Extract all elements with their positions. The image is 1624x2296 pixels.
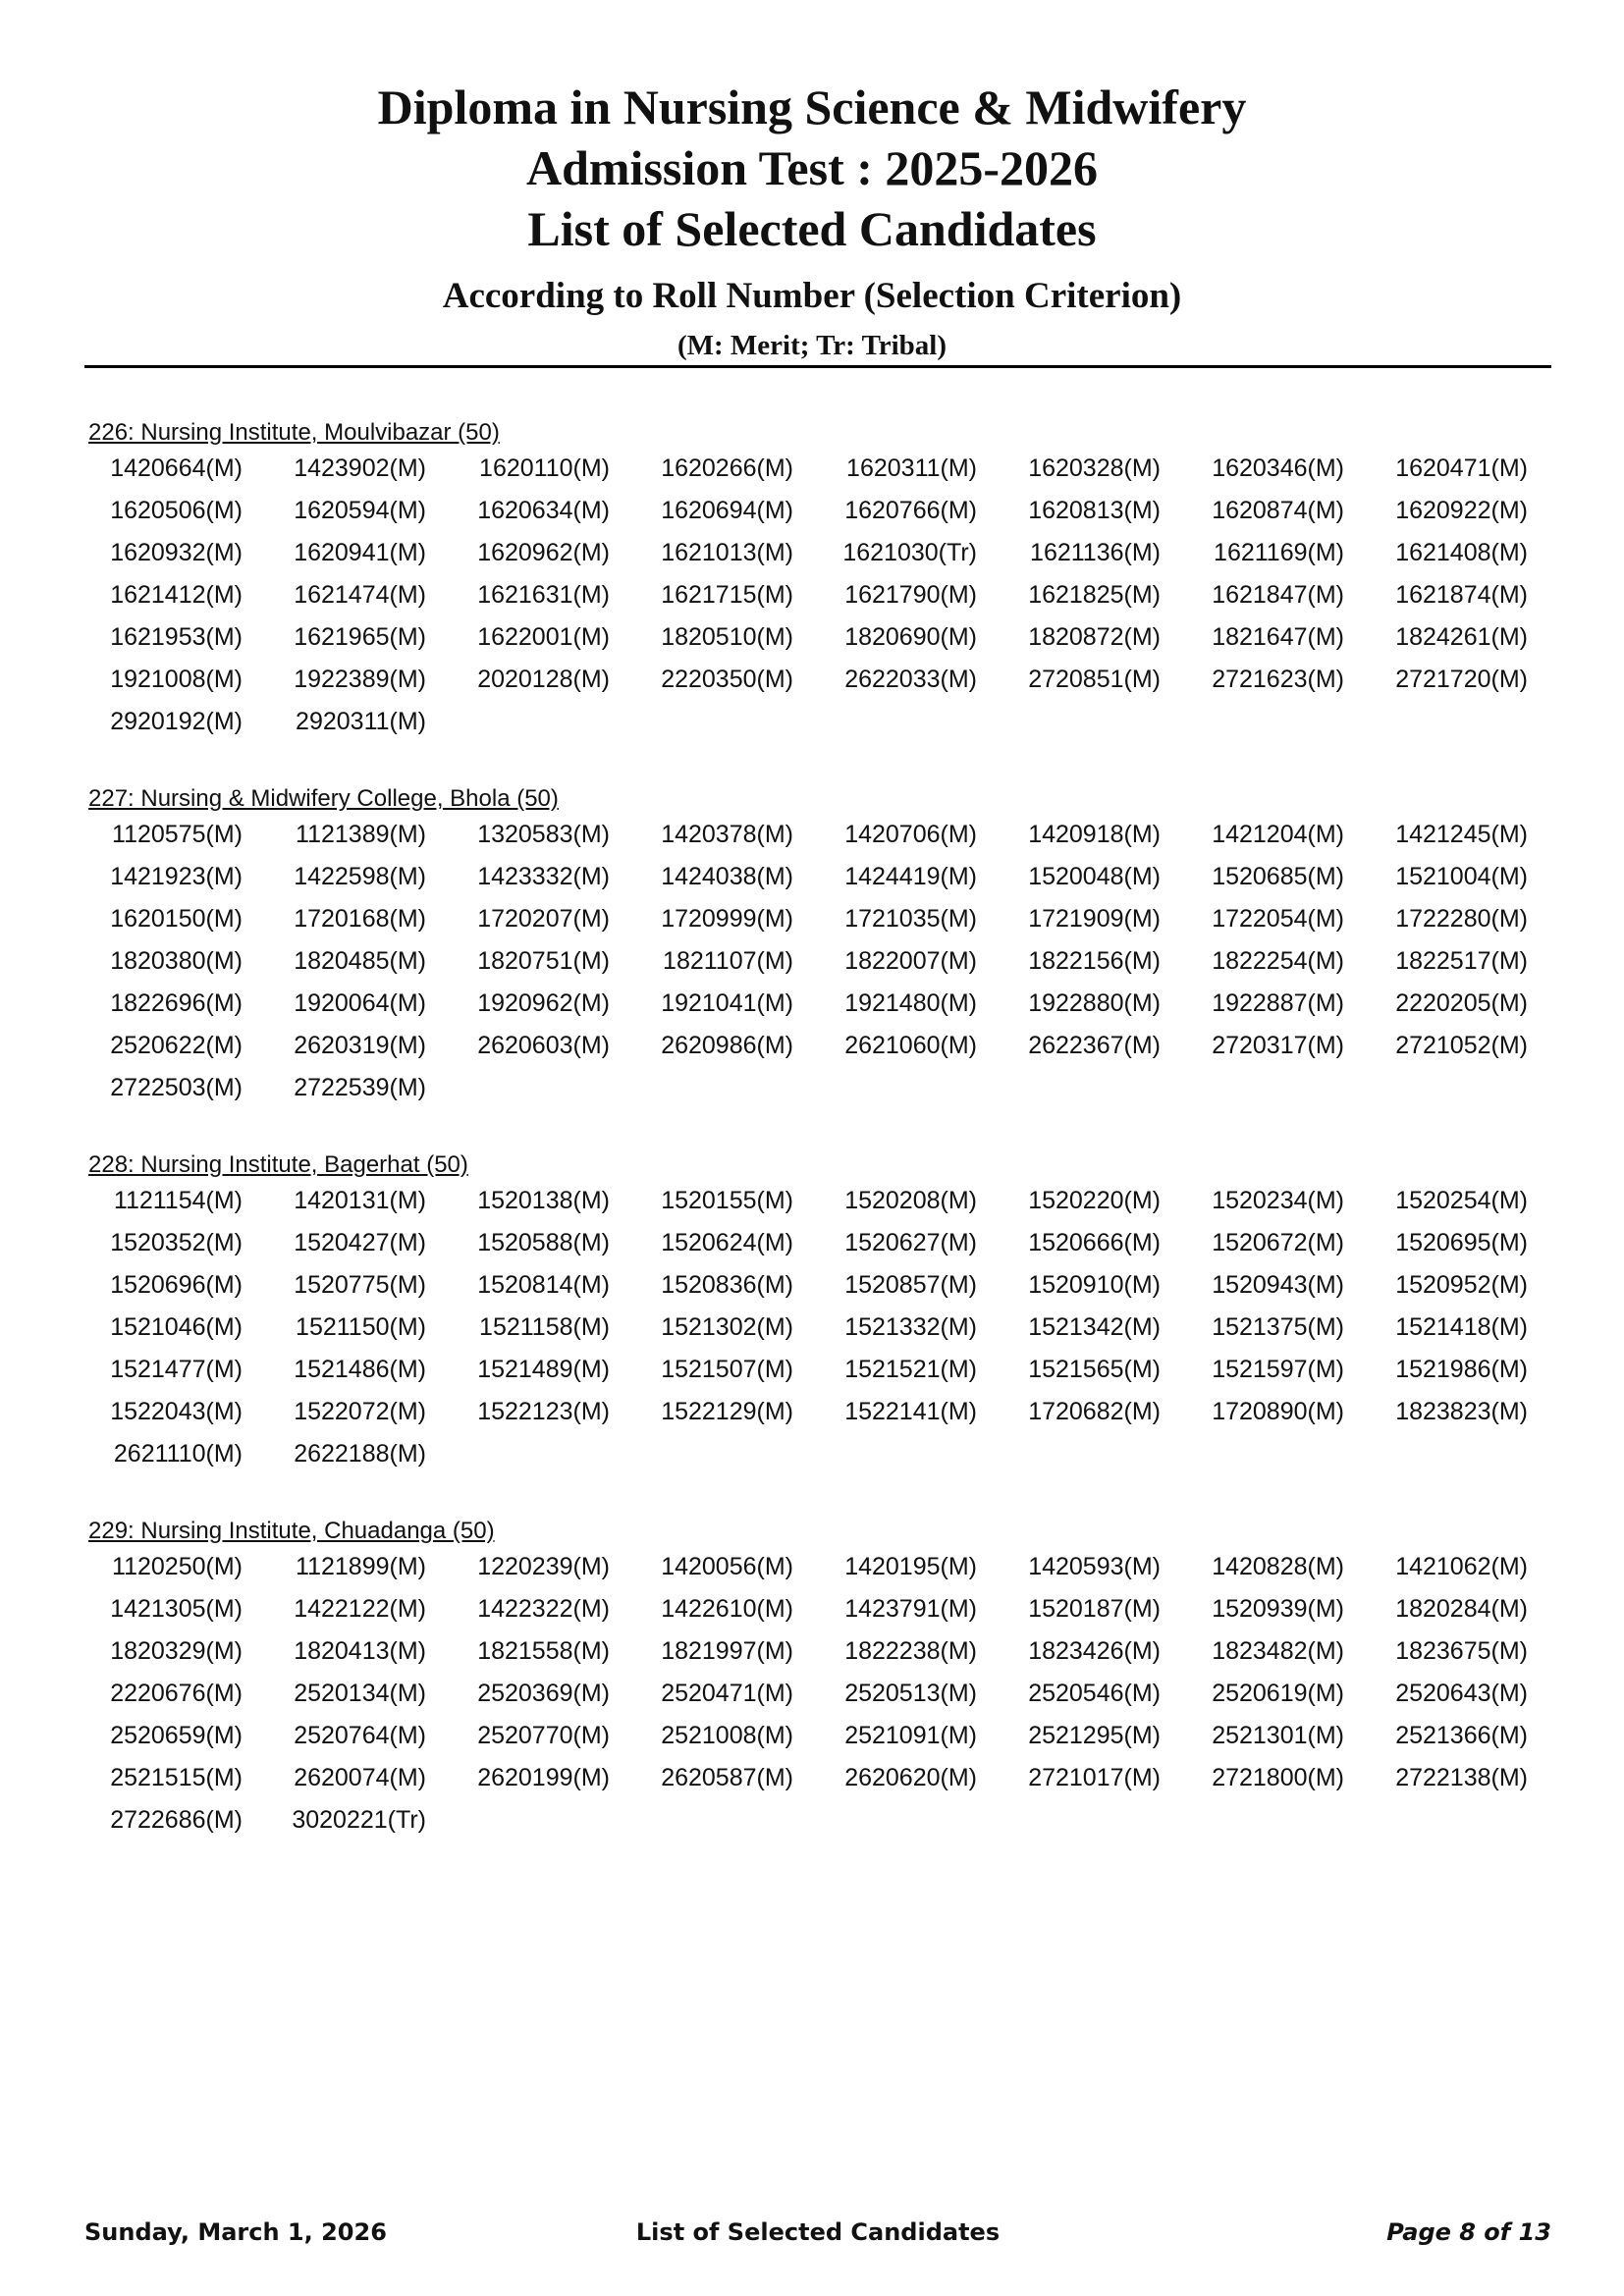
candidate-grid xyxy=(86,1180,1559,1475)
candidate-roll: 1821997(M) xyxy=(661,1637,793,1665)
candidate-roll: 1520695(M) xyxy=(1395,1229,1528,1256)
candidate-roll: 1620110(M) xyxy=(479,454,610,482)
candidate-roll: 2620074(M) xyxy=(294,1764,426,1791)
candidate-roll: 1520939(M) xyxy=(1212,1595,1344,1623)
candidate-roll: 1620766(M) xyxy=(844,497,977,524)
candidate-roll: 1521507(M) xyxy=(661,1356,793,1383)
candidate-roll: 1620634(M) xyxy=(477,497,610,524)
candidate-roll: 1522141(M) xyxy=(844,1398,977,1425)
candidate-roll: 1620941(M) xyxy=(294,539,426,566)
candidate-roll: 1521986(M) xyxy=(1395,1356,1528,1383)
candidate-roll: 1921480(M) xyxy=(844,989,977,1017)
candidate-roll: 1620694(M) xyxy=(661,497,793,524)
candidate-roll: 1422122(M) xyxy=(294,1595,426,1623)
candidate-roll: 1721909(M) xyxy=(1028,905,1161,933)
candidate-roll: 1621790(M) xyxy=(844,581,977,609)
candidate-roll: 1722280(M) xyxy=(1395,905,1528,933)
candidate-roll: 1521597(M) xyxy=(1212,1356,1344,1383)
candidate-roll: 2920192(M) xyxy=(110,708,243,735)
candidate-roll: 2622367(M) xyxy=(1028,1032,1161,1059)
document-header xyxy=(0,77,1624,365)
candidate-grid xyxy=(86,814,1559,1109)
candidate-roll: 1521004(M) xyxy=(1395,863,1528,890)
institution-section xyxy=(86,784,1559,1109)
candidate-roll: 1621136(M) xyxy=(1030,539,1161,566)
candidate-roll: 2622033(M) xyxy=(844,666,977,693)
candidate-roll: 1823482(M) xyxy=(1212,1637,1344,1665)
candidate-roll: 2520471(M) xyxy=(661,1680,793,1707)
candidate-roll: 1620922(M) xyxy=(1395,497,1528,524)
candidate-roll: 1520220(M) xyxy=(1028,1187,1161,1214)
candidate-roll: 1521342(M) xyxy=(1028,1313,1161,1341)
candidate-roll: 1520836(M) xyxy=(661,1271,793,1299)
candidate-roll: 1820751(M) xyxy=(477,947,610,975)
candidate-grid xyxy=(86,448,1559,743)
document-title-line-3: List of Selected Candidates xyxy=(527,201,1097,256)
candidate-roll: 1521046(M) xyxy=(110,1313,243,1341)
candidate-roll: 2020128(M) xyxy=(477,666,610,693)
candidate-roll: 1520814(M) xyxy=(477,1271,610,1299)
candidate-roll: 1520155(M) xyxy=(661,1187,793,1214)
candidate-roll: 1521302(M) xyxy=(661,1313,793,1341)
candidate-roll: 1120250(M) xyxy=(112,1553,243,1580)
candidate-roll: 2620199(M) xyxy=(477,1764,610,1791)
candidate-roll: 1420664(M) xyxy=(110,454,243,482)
candidate-roll: 1420378(M) xyxy=(661,821,793,848)
candidate-roll: 1621965(M) xyxy=(294,623,426,651)
institution-title: 229: Nursing Institute, Chuadanga (50) xyxy=(88,1518,495,1544)
candidate-roll: 1622001(M) xyxy=(477,623,610,651)
candidate-roll: 2722686(M) xyxy=(110,1806,243,1834)
candidate-roll: 1520696(M) xyxy=(110,1271,243,1299)
candidate-roll: 2620319(M) xyxy=(294,1032,426,1059)
candidate-roll: 1424038(M) xyxy=(661,863,793,890)
institution-section xyxy=(86,1150,1559,1475)
candidate-roll: 1821558(M) xyxy=(477,1637,610,1665)
institution-section xyxy=(86,1517,1559,1842)
candidate-roll: 1121899(M) xyxy=(296,1553,426,1580)
candidate-roll: 1522123(M) xyxy=(477,1398,610,1425)
candidate-roll: 1820872(M) xyxy=(1028,623,1161,651)
candidate-roll: 2521008(M) xyxy=(661,1722,793,1749)
candidate-roll: 1520672(M) xyxy=(1212,1229,1344,1256)
footer-page-number: Page 8 of 13 xyxy=(1386,2218,1551,2246)
candidate-roll: 2521301(M) xyxy=(1212,1722,1344,1749)
candidate-roll: 1520208(M) xyxy=(844,1187,977,1214)
candidate-roll: 1620813(M) xyxy=(1028,497,1161,524)
candidate-roll: 1521565(M) xyxy=(1028,1356,1161,1383)
candidate-roll: 1720999(M) xyxy=(661,905,793,933)
candidate-roll: 1621874(M) xyxy=(1395,581,1528,609)
candidate-roll: 1620932(M) xyxy=(110,539,243,566)
candidate-roll: 1520943(M) xyxy=(1212,1271,1344,1299)
candidate-roll: 1820485(M) xyxy=(294,947,426,975)
candidate-roll: 2621060(M) xyxy=(844,1032,977,1059)
candidate-roll: 2520619(M) xyxy=(1212,1680,1344,1707)
candidate-roll: 1820284(M) xyxy=(1395,1595,1528,1623)
candidate-roll: 1320583(M) xyxy=(477,821,610,848)
candidate-roll: 1421062(M) xyxy=(1395,1553,1528,1580)
candidate-roll: 1821107(M) xyxy=(663,947,793,975)
candidate-grid xyxy=(86,1546,1559,1842)
candidate-roll: 1421204(M) xyxy=(1212,821,1344,848)
candidate-roll: 1620471(M) xyxy=(1395,454,1528,482)
candidate-roll: 1620594(M) xyxy=(294,497,426,524)
candidate-roll: 1520685(M) xyxy=(1212,863,1344,890)
candidate-roll: 1820413(M) xyxy=(294,1637,426,1665)
candidate-roll: 1420706(M) xyxy=(844,821,977,848)
candidate-roll: 2520764(M) xyxy=(294,1722,426,1749)
candidate-roll: 1422322(M) xyxy=(477,1595,610,1623)
candidate-roll: 1420131(M) xyxy=(294,1187,426,1214)
candidate-roll: 2520546(M) xyxy=(1028,1680,1161,1707)
candidate-roll: 1423902(M) xyxy=(294,454,426,482)
candidate-roll: 2520659(M) xyxy=(110,1722,243,1749)
candidate-roll: 1822238(M) xyxy=(844,1637,977,1665)
page-footer xyxy=(84,2215,1551,2250)
candidate-roll: 2721623(M) xyxy=(1212,666,1344,693)
candidate-roll: 1621169(M) xyxy=(1214,539,1344,566)
candidate-roll: 1822696(M) xyxy=(110,989,243,1017)
candidate-roll: 1424419(M) xyxy=(844,863,977,890)
candidate-roll: 1721035(M) xyxy=(844,905,977,933)
candidate-roll: 1620328(M) xyxy=(1028,454,1161,482)
candidate-roll: 1521489(M) xyxy=(477,1356,610,1383)
candidate-roll: 1820380(M) xyxy=(110,947,243,975)
candidate-roll: 1920962(M) xyxy=(477,989,610,1017)
candidate-roll: 1722054(M) xyxy=(1212,905,1344,933)
candidate-roll: 1823426(M) xyxy=(1028,1637,1161,1665)
candidate-roll: 2520622(M) xyxy=(110,1032,243,1059)
candidate-roll: 1520627(M) xyxy=(844,1229,977,1256)
candidate-roll: 1820329(M) xyxy=(110,1637,243,1665)
candidate-roll: 1420056(M) xyxy=(661,1553,793,1580)
candidate-roll: 1521158(M) xyxy=(479,1313,610,1341)
footer-title: List of Selected Candidates xyxy=(635,2218,1001,2246)
candidate-roll: 1520775(M) xyxy=(294,1271,426,1299)
candidate-roll: 1520138(M) xyxy=(477,1187,610,1214)
candidate-roll: 2220350(M) xyxy=(661,666,793,693)
candidate-roll: 1521150(M) xyxy=(296,1313,426,1341)
candidate-roll: 2520643(M) xyxy=(1395,1680,1528,1707)
candidate-roll: 1121154(M) xyxy=(113,1187,243,1214)
candidate-roll: 1421245(M) xyxy=(1395,821,1528,848)
candidate-roll: 1121389(M) xyxy=(296,821,426,848)
candidate-roll: 1822254(M) xyxy=(1212,947,1344,975)
candidate-roll: 1620506(M) xyxy=(110,497,243,524)
candidate-roll: 1621631(M) xyxy=(477,581,610,609)
candidate-roll: 1520588(M) xyxy=(477,1229,610,1256)
document-subtitle: According to Roll Number (Selection Criterion) xyxy=(442,276,1182,316)
candidate-roll: 1522129(M) xyxy=(661,1398,793,1425)
candidate-roll: 1521418(M) xyxy=(1395,1313,1528,1341)
candidate-roll: 1720682(M) xyxy=(1028,1398,1161,1425)
candidate-roll: 1922887(M) xyxy=(1212,989,1344,1017)
candidate-roll: 2621110(M) xyxy=(113,1440,243,1468)
candidate-roll: 2521515(M) xyxy=(110,1764,243,1791)
candidate-roll: 1420918(M) xyxy=(1028,821,1161,848)
candidate-roll: 1621412(M) xyxy=(110,581,243,609)
candidate-roll: 2722503(M) xyxy=(110,1074,243,1101)
candidate-roll: 1921041(M) xyxy=(661,989,793,1017)
footer-date: Sunday, March 1, 2026 xyxy=(84,2218,387,2246)
candidate-roll: 1824261(M) xyxy=(1395,623,1528,651)
institution-sections xyxy=(86,418,1559,1883)
candidate-roll: 1620346(M) xyxy=(1212,454,1344,482)
candidate-roll: 1822156(M) xyxy=(1028,947,1161,975)
candidate-roll: 1521521(M) xyxy=(844,1356,977,1383)
candidate-roll: 1422598(M) xyxy=(294,863,426,890)
candidate-roll: 1420195(M) xyxy=(844,1553,977,1580)
candidate-roll: 1621408(M) xyxy=(1395,539,1528,566)
candidate-roll: 2521366(M) xyxy=(1395,1722,1528,1749)
candidate-roll: 1821647(M) xyxy=(1212,623,1344,651)
candidate-roll: 2721720(M) xyxy=(1395,666,1528,693)
candidate-roll: 1423791(M) xyxy=(844,1595,977,1623)
institution-title: 228: Nursing Institute, Bagerhat (50) xyxy=(88,1151,468,1178)
document-title-line-2: Admission Test : 2025-2026 xyxy=(525,140,1099,195)
candidate-roll: 2520770(M) xyxy=(477,1722,610,1749)
candidate-roll: 1522072(M) xyxy=(294,1398,426,1425)
candidate-roll: 2220676(M) xyxy=(110,1680,243,1707)
candidate-roll: 1520910(M) xyxy=(1028,1271,1161,1299)
candidate-roll: 1520427(M) xyxy=(294,1229,426,1256)
candidate-roll: 1621953(M) xyxy=(110,623,243,651)
header-divider xyxy=(84,365,1551,368)
candidate-roll: 1621013(M) xyxy=(661,539,793,566)
candidate-roll: 2521295(M) xyxy=(1028,1722,1161,1749)
candidate-roll: 1520857(M) xyxy=(844,1271,977,1299)
candidate-roll: 2721052(M) xyxy=(1395,1032,1528,1059)
candidate-roll: 1520624(M) xyxy=(661,1229,793,1256)
candidate-roll: 2521091(M) xyxy=(844,1722,977,1749)
candidate-roll: 1823675(M) xyxy=(1395,1637,1528,1665)
candidate-roll: 1720168(M) xyxy=(294,905,426,933)
candidate-roll: 1521477(M) xyxy=(110,1356,243,1383)
candidate-roll: 1620962(M) xyxy=(477,539,610,566)
candidate-roll: 1820510(M) xyxy=(661,623,793,651)
institution-title: 226: Nursing Institute, Moulvibazar (50) xyxy=(88,419,500,446)
candidate-roll: 1521375(M) xyxy=(1212,1313,1344,1341)
candidate-roll: 1520187(M) xyxy=(1028,1595,1161,1623)
candidate-roll: 2620620(M) xyxy=(844,1764,977,1791)
candidate-roll: 1921008(M) xyxy=(110,666,243,693)
candidate-roll: 1621847(M) xyxy=(1212,581,1344,609)
candidate-roll: 2722138(M) xyxy=(1395,1764,1528,1791)
candidate-roll: 1220239(M) xyxy=(477,1553,610,1580)
candidate-roll: 1522043(M) xyxy=(110,1398,243,1425)
candidate-roll: 1820690(M) xyxy=(844,623,977,651)
candidate-roll: 2720851(M) xyxy=(1028,666,1161,693)
candidate-roll: 2721017(M) xyxy=(1028,1764,1161,1791)
candidate-roll: 1621030(Tr) xyxy=(842,539,977,566)
candidate-roll: 1621825(M) xyxy=(1028,581,1161,609)
candidate-roll: 1621715(M) xyxy=(661,581,793,609)
candidate-roll: 2721800(M) xyxy=(1212,1764,1344,1791)
candidate-roll: 1720207(M) xyxy=(477,905,610,933)
candidate-roll: 2520513(M) xyxy=(844,1680,977,1707)
candidate-roll: 1823823(M) xyxy=(1395,1398,1528,1425)
candidate-roll: 2920311(M) xyxy=(296,708,426,735)
candidate-roll: 1521486(M) xyxy=(294,1356,426,1383)
candidate-roll: 1520666(M) xyxy=(1028,1229,1161,1256)
candidate-roll: 1822517(M) xyxy=(1395,947,1528,975)
candidate-roll: 1520254(M) xyxy=(1395,1187,1528,1214)
candidate-roll: 1620311(M) xyxy=(846,454,977,482)
candidate-roll: 2620587(M) xyxy=(661,1764,793,1791)
candidate-roll: 1423332(M) xyxy=(477,863,610,890)
candidate-roll: 1420828(M) xyxy=(1212,1553,1344,1580)
candidate-roll: 2622188(M) xyxy=(294,1440,426,1468)
candidate-roll: 1922880(M) xyxy=(1028,989,1161,1017)
abbreviation-legend: (M: Merit; Tr: Tribal) xyxy=(677,330,947,361)
candidate-roll: 1620150(M) xyxy=(110,905,243,933)
candidate-roll: 1520952(M) xyxy=(1395,1271,1528,1299)
candidate-roll: 1120575(M) xyxy=(112,821,243,848)
document-title-line-1: Diploma in Nursing Science & Midwifery xyxy=(377,80,1247,134)
candidate-roll: 1620874(M) xyxy=(1212,497,1344,524)
candidate-roll: 1422610(M) xyxy=(661,1595,793,1623)
candidate-roll: 1420593(M) xyxy=(1028,1553,1161,1580)
candidate-roll: 2620603(M) xyxy=(477,1032,610,1059)
candidate-roll: 1822007(M) xyxy=(844,947,977,975)
candidate-roll: 1520048(M) xyxy=(1028,863,1161,890)
candidate-roll: 2220205(M) xyxy=(1395,989,1528,1017)
candidate-roll: 1920064(M) xyxy=(294,989,426,1017)
candidate-roll: 3020221(Tr) xyxy=(292,1806,426,1834)
candidate-roll: 1421923(M) xyxy=(110,863,243,890)
candidate-roll: 1520352(M) xyxy=(110,1229,243,1256)
candidate-roll: 1421305(M) xyxy=(110,1595,243,1623)
candidate-roll: 1922389(M) xyxy=(294,666,426,693)
candidate-roll: 1621474(M) xyxy=(294,581,426,609)
institution-title: 227: Nursing & Midwifery College, Bhola (50) xyxy=(88,785,559,812)
candidate-roll: 1620266(M) xyxy=(661,454,793,482)
candidate-roll: 1720890(M) xyxy=(1212,1398,1344,1425)
candidate-roll: 2722539(M) xyxy=(294,1074,426,1101)
candidate-roll: 1520234(M) xyxy=(1212,1187,1344,1214)
candidate-roll: 2720317(M) xyxy=(1212,1032,1344,1059)
candidate-roll: 2520369(M) xyxy=(477,1680,610,1707)
candidate-roll: 2520134(M) xyxy=(294,1680,426,1707)
candidate-roll: 2620986(M) xyxy=(661,1032,793,1059)
institution-section xyxy=(86,418,1559,743)
candidate-roll: 1521332(M) xyxy=(844,1313,977,1341)
